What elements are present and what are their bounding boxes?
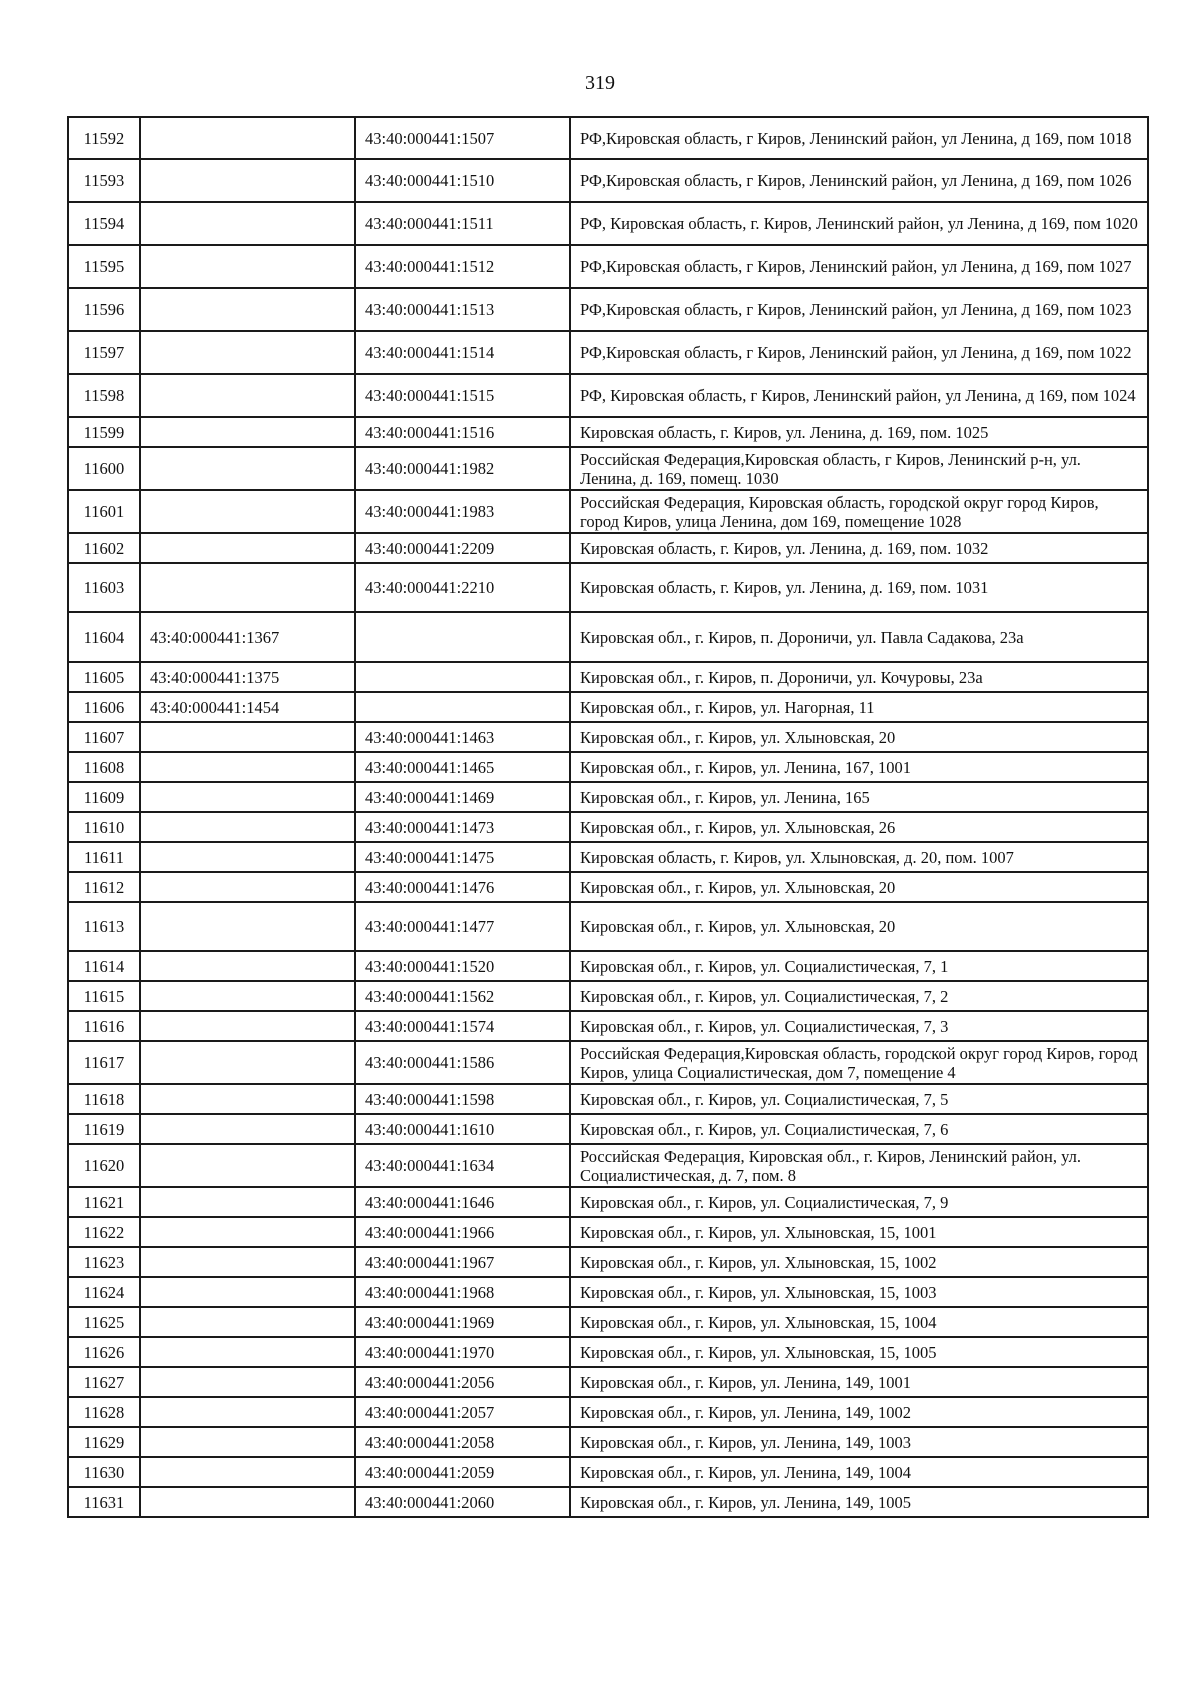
land-cadastral-number-cell xyxy=(140,782,355,812)
land-cadastral-number-cell xyxy=(140,722,355,752)
land-cadastral-number-cell xyxy=(140,1041,355,1084)
building-cadastral-number-cell: 43:40:000441:2056 xyxy=(355,1367,570,1397)
address-cell: Кировская обл., г. Киров, ул. Социалистическая, 7, 3 xyxy=(570,1011,1148,1041)
table-row xyxy=(68,1277,1148,1307)
land-cadastral-number-cell: 43:40:000441:1375 xyxy=(140,662,355,692)
row-number-cell: 11599 xyxy=(68,417,140,447)
row-number-cell: 11627 xyxy=(68,1367,140,1397)
row-number-cell: 11621 xyxy=(68,1187,140,1217)
table-row xyxy=(68,1367,1148,1397)
address-cell: Кировская обл., г. Киров, ул. Ленина, 149, 1005 xyxy=(570,1487,1148,1517)
table-row xyxy=(68,1247,1148,1277)
land-cadastral-number-cell: 43:40:000441:1454 xyxy=(140,692,355,722)
building-cadastral-number-cell: 43:40:000441:1634 xyxy=(355,1144,570,1187)
table-row xyxy=(68,563,1148,612)
building-cadastral-number-cell: 43:40:000441:1520 xyxy=(355,951,570,981)
table-row xyxy=(68,1427,1148,1457)
land-cadastral-number-cell xyxy=(140,1247,355,1277)
land-cadastral-number-cell xyxy=(140,563,355,612)
building-cadastral-number-cell: 43:40:000441:2058 xyxy=(355,1427,570,1457)
building-cadastral-number-cell: 43:40:000441:1970 xyxy=(355,1337,570,1367)
land-cadastral-number-cell xyxy=(140,447,355,490)
building-cadastral-number-cell: 43:40:000441:1646 xyxy=(355,1187,570,1217)
row-number-cell: 11594 xyxy=(68,202,140,245)
row-number-cell: 11609 xyxy=(68,782,140,812)
row-number-cell: 11611 xyxy=(68,842,140,872)
land-cadastral-number-cell xyxy=(140,1217,355,1247)
address-cell: Кировская область, г. Киров, ул. Ленина, д. 169, пом. 1032 xyxy=(570,533,1148,563)
table-row xyxy=(68,1397,1148,1427)
table-row xyxy=(68,612,1148,662)
row-number-cell: 11603 xyxy=(68,563,140,612)
row-number-cell: 11600 xyxy=(68,447,140,490)
address-cell: РФ,Кировская область, г Киров, Ленинский район, ул Ленина, д 169, пом 1027 xyxy=(570,245,1148,288)
land-cadastral-number-cell xyxy=(140,417,355,447)
row-number-cell: 11617 xyxy=(68,1041,140,1084)
row-number-cell: 11614 xyxy=(68,951,140,981)
address-cell: РФ, Кировская область, г. Киров, Ленинский район, ул Ленина, д 169, пом 1020 xyxy=(570,202,1148,245)
building-cadastral-number-cell: 43:40:000441:1966 xyxy=(355,1217,570,1247)
building-cadastral-number-cell: 43:40:000441:2209 xyxy=(355,533,570,563)
land-cadastral-number-cell xyxy=(140,1307,355,1337)
table-row xyxy=(68,1041,1148,1084)
row-number-cell: 11612 xyxy=(68,872,140,902)
building-cadastral-number-cell: 43:40:000441:1586 xyxy=(355,1041,570,1084)
row-number-cell: 11628 xyxy=(68,1397,140,1427)
table-row xyxy=(68,447,1148,490)
address-cell: Кировская обл., г. Киров, ул. Ленина, 149, 1001 xyxy=(570,1367,1148,1397)
address-cell: Российская Федерация, Кировская обл., г. Киров, Ленинский район, ул. Социалистическая, д. 7, пом. 8 xyxy=(570,1144,1148,1187)
row-number-cell: 11595 xyxy=(68,245,140,288)
property-registry-table xyxy=(67,116,1149,1518)
table-row xyxy=(68,1084,1148,1114)
address-cell: Кировская обл., г. Киров, ул. Ленина, 149, 1004 xyxy=(570,1457,1148,1487)
row-number-cell: 11608 xyxy=(68,752,140,782)
address-cell: Кировская обл., г. Киров, ул. Нагорная, 11 xyxy=(570,692,1148,722)
land-cadastral-number-cell xyxy=(140,1084,355,1114)
land-cadastral-number-cell xyxy=(140,533,355,563)
address-cell: РФ,Кировская область, г Киров, Ленинский район, ул Ленина, д 169, пом 1022 xyxy=(570,331,1148,374)
land-cadastral-number-cell xyxy=(140,1397,355,1427)
table-row xyxy=(68,117,1148,159)
table-row xyxy=(68,490,1148,533)
land-cadastral-number-cell xyxy=(140,245,355,288)
row-number-cell: 11620 xyxy=(68,1144,140,1187)
building-cadastral-number-cell: 43:40:000441:2210 xyxy=(355,563,570,612)
building-cadastral-number-cell: 43:40:000441:1510 xyxy=(355,159,570,202)
address-cell: Кировская обл., г. Киров, ул. Социалистическая, 7, 5 xyxy=(570,1084,1148,1114)
building-cadastral-number-cell: 43:40:000441:1514 xyxy=(355,331,570,374)
land-cadastral-number-cell xyxy=(140,872,355,902)
building-cadastral-number-cell: 43:40:000441:1610 xyxy=(355,1114,570,1144)
address-cell: Кировская обл., г. Киров, ул. Хлыновская, 15, 1002 xyxy=(570,1247,1148,1277)
address-cell: Кировская обл., г. Киров, ул. Хлыновская, 26 xyxy=(570,812,1148,842)
row-number-cell: 11596 xyxy=(68,288,140,331)
row-number-cell: 11606 xyxy=(68,692,140,722)
table-row xyxy=(68,202,1148,245)
row-number-cell: 11616 xyxy=(68,1011,140,1041)
building-cadastral-number-cell: 43:40:000441:1512 xyxy=(355,245,570,288)
table-row xyxy=(68,331,1148,374)
address-cell: Кировская обл., г. Киров, п. Дороничи, ул. Павла Садакова, 23а xyxy=(570,612,1148,662)
land-cadastral-number-cell xyxy=(140,374,355,417)
building-cadastral-number-cell: 43:40:000441:2059 xyxy=(355,1457,570,1487)
land-cadastral-number-cell xyxy=(140,1487,355,1517)
address-cell: Кировская обл., г. Киров, п. Дороничи, ул. Кочуровы, 23а xyxy=(570,662,1148,692)
address-cell: Кировская обл., г. Киров, ул. Ленина, 149, 1002 xyxy=(570,1397,1148,1427)
building-cadastral-number-cell: 43:40:000441:1967 xyxy=(355,1247,570,1277)
table-row xyxy=(68,1487,1148,1517)
row-number-cell: 11623 xyxy=(68,1247,140,1277)
land-cadastral-number-cell xyxy=(140,202,355,245)
table-row xyxy=(68,1337,1148,1367)
row-number-cell: 11615 xyxy=(68,981,140,1011)
land-cadastral-number-cell xyxy=(140,288,355,331)
address-cell: Кировская обл., г. Киров, ул. Ленина, 149, 1003 xyxy=(570,1427,1148,1457)
table-row xyxy=(68,782,1148,812)
table-row xyxy=(68,752,1148,782)
address-cell: Кировская обл., г. Киров, ул. Социалистическая, 7, 9 xyxy=(570,1187,1148,1217)
building-cadastral-number-cell: 43:40:000441:1463 xyxy=(355,722,570,752)
address-cell: Кировская обл., г. Киров, ул. Хлыновская, 15, 1005 xyxy=(570,1337,1148,1367)
row-number-cell: 11618 xyxy=(68,1084,140,1114)
land-cadastral-number-cell xyxy=(140,902,355,951)
building-cadastral-number-cell: 43:40:000441:1473 xyxy=(355,812,570,842)
building-cadastral-number-cell: 43:40:000441:1475 xyxy=(355,842,570,872)
address-cell: Кировская обл., г. Киров, ул. Хлыновская, 20 xyxy=(570,722,1148,752)
address-cell: РФ, Кировская область, г Киров, Ленинский район, ул Ленина, д 169, пом 1024 xyxy=(570,374,1148,417)
building-cadastral-number-cell xyxy=(355,612,570,662)
table-row xyxy=(68,981,1148,1011)
table-row xyxy=(68,374,1148,417)
row-number-cell: 11597 xyxy=(68,331,140,374)
land-cadastral-number-cell xyxy=(140,1277,355,1307)
land-cadastral-number-cell xyxy=(140,331,355,374)
table-body xyxy=(68,117,1148,1517)
address-cell: Кировская обл., г. Киров, ул. Социалистическая, 7, 2 xyxy=(570,981,1148,1011)
table-row xyxy=(68,1307,1148,1337)
building-cadastral-number-cell xyxy=(355,662,570,692)
building-cadastral-number-cell: 43:40:000441:1983 xyxy=(355,490,570,533)
table-row xyxy=(68,1217,1148,1247)
table-row xyxy=(68,1457,1148,1487)
land-cadastral-number-cell xyxy=(140,981,355,1011)
land-cadastral-number-cell xyxy=(140,752,355,782)
building-cadastral-number-cell xyxy=(355,692,570,722)
row-number-cell: 11629 xyxy=(68,1427,140,1457)
page-number: 319 xyxy=(585,72,615,94)
address-cell: Кировская область, г. Киров, ул. Хлыновская, д. 20, пом. 1007 xyxy=(570,842,1148,872)
building-cadastral-number-cell: 43:40:000441:2057 xyxy=(355,1397,570,1427)
building-cadastral-number-cell: 43:40:000441:1574 xyxy=(355,1011,570,1041)
building-cadastral-number-cell: 43:40:000441:1562 xyxy=(355,981,570,1011)
building-cadastral-number-cell: 43:40:000441:1516 xyxy=(355,417,570,447)
address-cell: Кировская обл., г. Киров, ул. Хлыновская, 15, 1001 xyxy=(570,1217,1148,1247)
building-cadastral-number-cell: 43:40:000441:1982 xyxy=(355,447,570,490)
table-row xyxy=(68,288,1148,331)
building-cadastral-number-cell: 43:40:000441:1507 xyxy=(355,117,570,159)
table-row xyxy=(68,1011,1148,1041)
land-cadastral-number-cell xyxy=(140,1144,355,1187)
address-cell: РФ,Кировская область, г Киров, Ленинский район, ул Ленина, д 169, пом 1023 xyxy=(570,288,1148,331)
address-cell: Кировская область, г. Киров, ул. Ленина, д. 169, пом. 1025 xyxy=(570,417,1148,447)
table-row xyxy=(68,1187,1148,1217)
row-number-cell: 11604 xyxy=(68,612,140,662)
land-cadastral-number-cell xyxy=(140,1367,355,1397)
address-cell: Кировская обл., г. Киров, ул. Хлыновская, 20 xyxy=(570,872,1148,902)
address-cell: РФ,Кировская область, г Киров, Ленинский район, ул Ленина, д 169, пом 1026 xyxy=(570,159,1148,202)
row-number-cell: 11624 xyxy=(68,1277,140,1307)
land-cadastral-number-cell xyxy=(140,159,355,202)
table-row xyxy=(68,159,1148,202)
row-number-cell: 11607 xyxy=(68,722,140,752)
building-cadastral-number-cell: 43:40:000441:2060 xyxy=(355,1487,570,1517)
building-cadastral-number-cell: 43:40:000441:1969 xyxy=(355,1307,570,1337)
land-cadastral-number-cell xyxy=(140,951,355,981)
address-cell: Кировская область, г. Киров, ул. Ленина, д. 169, пом. 1031 xyxy=(570,563,1148,612)
row-number-cell: 11622 xyxy=(68,1217,140,1247)
row-number-cell: 11592 xyxy=(68,117,140,159)
table-row xyxy=(68,662,1148,692)
row-number-cell: 11626 xyxy=(68,1337,140,1367)
land-cadastral-number-cell xyxy=(140,1337,355,1367)
land-cadastral-number-cell xyxy=(140,812,355,842)
building-cadastral-number-cell: 43:40:000441:1465 xyxy=(355,752,570,782)
address-cell: РФ,Кировская область, г Киров, Ленинский район, ул Ленина, д 169, пом 1018 xyxy=(570,117,1148,159)
building-cadastral-number-cell: 43:40:000441:1968 xyxy=(355,1277,570,1307)
row-number-cell: 11605 xyxy=(68,662,140,692)
address-cell: Кировская обл., г. Киров, ул. Ленина, 165 xyxy=(570,782,1148,812)
table-row xyxy=(68,872,1148,902)
land-cadastral-number-cell xyxy=(140,842,355,872)
row-number-cell: 11602 xyxy=(68,533,140,563)
row-number-cell: 11610 xyxy=(68,812,140,842)
row-number-cell: 11601 xyxy=(68,490,140,533)
row-number-cell: 11598 xyxy=(68,374,140,417)
building-cadastral-number-cell: 43:40:000441:1515 xyxy=(355,374,570,417)
land-cadastral-number-cell xyxy=(140,117,355,159)
row-number-cell: 11625 xyxy=(68,1307,140,1337)
building-cadastral-number-cell: 43:40:000441:1598 xyxy=(355,1084,570,1114)
address-cell: Кировская обл., г. Киров, ул. Хлыновская, 20 xyxy=(570,902,1148,951)
land-cadastral-number-cell xyxy=(140,1457,355,1487)
row-number-cell: 11631 xyxy=(68,1487,140,1517)
table-row xyxy=(68,1114,1148,1144)
building-cadastral-number-cell: 43:40:000441:1469 xyxy=(355,782,570,812)
table-row xyxy=(68,245,1148,288)
address-cell: Российская Федерация, Кировская область, городской округ город Киров, город Киров, улица Ленина, дом 169, помещение 1028 xyxy=(570,490,1148,533)
address-cell: Российская Федерация,Кировская область, городской округ город Киров, город Киров, улица Социалистическая, дом 7, помещение 4 xyxy=(570,1041,1148,1084)
table-row xyxy=(68,951,1148,981)
land-cadastral-number-cell xyxy=(140,1011,355,1041)
table-row xyxy=(68,812,1148,842)
land-cadastral-number-cell: 43:40:000441:1367 xyxy=(140,612,355,662)
address-cell: Кировская обл., г. Киров, ул. Хлыновская, 15, 1003 xyxy=(570,1277,1148,1307)
building-cadastral-number-cell: 43:40:000441:1511 xyxy=(355,202,570,245)
table-row xyxy=(68,902,1148,951)
table-row xyxy=(68,533,1148,563)
row-number-cell: 11613 xyxy=(68,902,140,951)
table-row xyxy=(68,842,1148,872)
address-cell: Кировская обл., г. Киров, ул. Социалистическая, 7, 6 xyxy=(570,1114,1148,1144)
address-cell: Кировская обл., г. Киров, ул. Социалистическая, 7, 1 xyxy=(570,951,1148,981)
table-row xyxy=(68,1144,1148,1187)
row-number-cell: 11593 xyxy=(68,159,140,202)
land-cadastral-number-cell xyxy=(140,490,355,533)
land-cadastral-number-cell xyxy=(140,1427,355,1457)
row-number-cell: 11630 xyxy=(68,1457,140,1487)
building-cadastral-number-cell: 43:40:000441:1476 xyxy=(355,872,570,902)
row-number-cell: 11619 xyxy=(68,1114,140,1144)
table-row xyxy=(68,417,1148,447)
land-cadastral-number-cell xyxy=(140,1114,355,1144)
land-cadastral-number-cell xyxy=(140,1187,355,1217)
table-row xyxy=(68,722,1148,752)
table-row xyxy=(68,692,1148,722)
address-cell: Кировская обл., г. Киров, ул. Хлыновская, 15, 1004 xyxy=(570,1307,1148,1337)
building-cadastral-number-cell: 43:40:000441:1513 xyxy=(355,288,570,331)
address-cell: Российская Федерация,Кировская область, г Киров, Ленинский р-н, ул. Ленина, д. 169, помещ. 1030 xyxy=(570,447,1148,490)
address-cell: Кировская обл., г. Киров, ул. Ленина, 167, 1001 xyxy=(570,752,1148,782)
building-cadastral-number-cell: 43:40:000441:1477 xyxy=(355,902,570,951)
